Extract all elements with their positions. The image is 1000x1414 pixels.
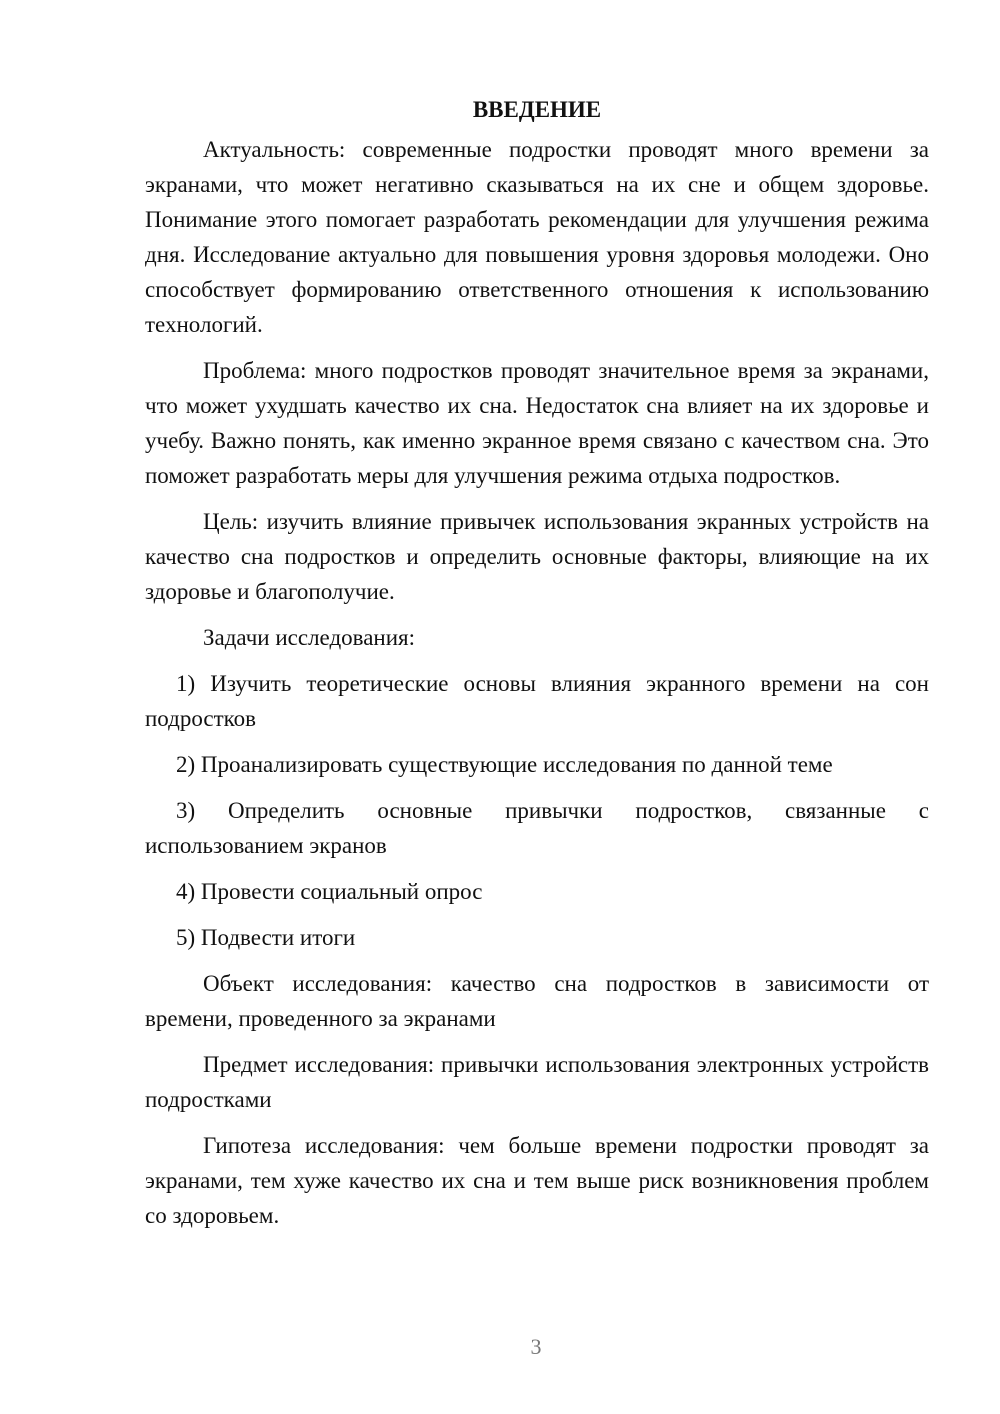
task-item-5: 5) Подвести итоги xyxy=(176,925,356,950)
section-title: ВВЕДЕНИЕ xyxy=(472,97,602,122)
paragraph-goal: Цель: изучить влияние привычек использования экранных устройств на качество сна подростков и определить основные факторы, влияющие на их здоровье и благополучие. xyxy=(145,509,929,604)
task-item-3: 3) Определить основные привычки подростков, связанные с использованием экранов xyxy=(145,798,929,858)
tasks-heading: Задачи исследования: xyxy=(203,625,416,650)
paragraph-object: Объект исследования: качество сна подростков в зависимости от времени, проведенного за экранами xyxy=(145,971,929,1031)
document-body xyxy=(145,92,929,1233)
task-item-4: 4) Провести социальный опрос xyxy=(176,879,483,904)
paragraph-subject: Предмет исследования: привычки использования электронных устройств подростками xyxy=(145,1052,929,1112)
task-item-2: 2) Проанализировать существующие исследования по данной теме xyxy=(176,752,833,777)
paragraph-hypothesis: Гипотеза исследования: чем больше времени подростки проводят за экранами, тем хуже качество их сна и тем выше риск возникновения проблем со здоровьем. xyxy=(145,1133,929,1228)
task-item-1: 1) Изучить теоретические основы влияния экранного времени на сон подростков xyxy=(145,671,929,731)
paragraph-problem: Проблема: много подростков проводят значительное время за экранами, что может ухудшать качество их сна. Недостаток сна влияет на их здоровье и учебу. Важно понять, как именно экранное время связано с качеством сна. Это поможет разработать меры для улучшения режима отдыха подростков. xyxy=(145,358,929,488)
page-number: 3 xyxy=(530,1334,542,1359)
paragraph-relevance: Актуальность: современные подростки проводят много времени за экранами, что может негативно сказываться на их сне и общем здоровье. Понимание этого помогает разработать рекомендации для улучшения режима дня. Исследование актуально для повышения уровня здоровья молодежи. Оно способствует формированию ответственного отношения к использованию технологий. xyxy=(145,137,929,337)
